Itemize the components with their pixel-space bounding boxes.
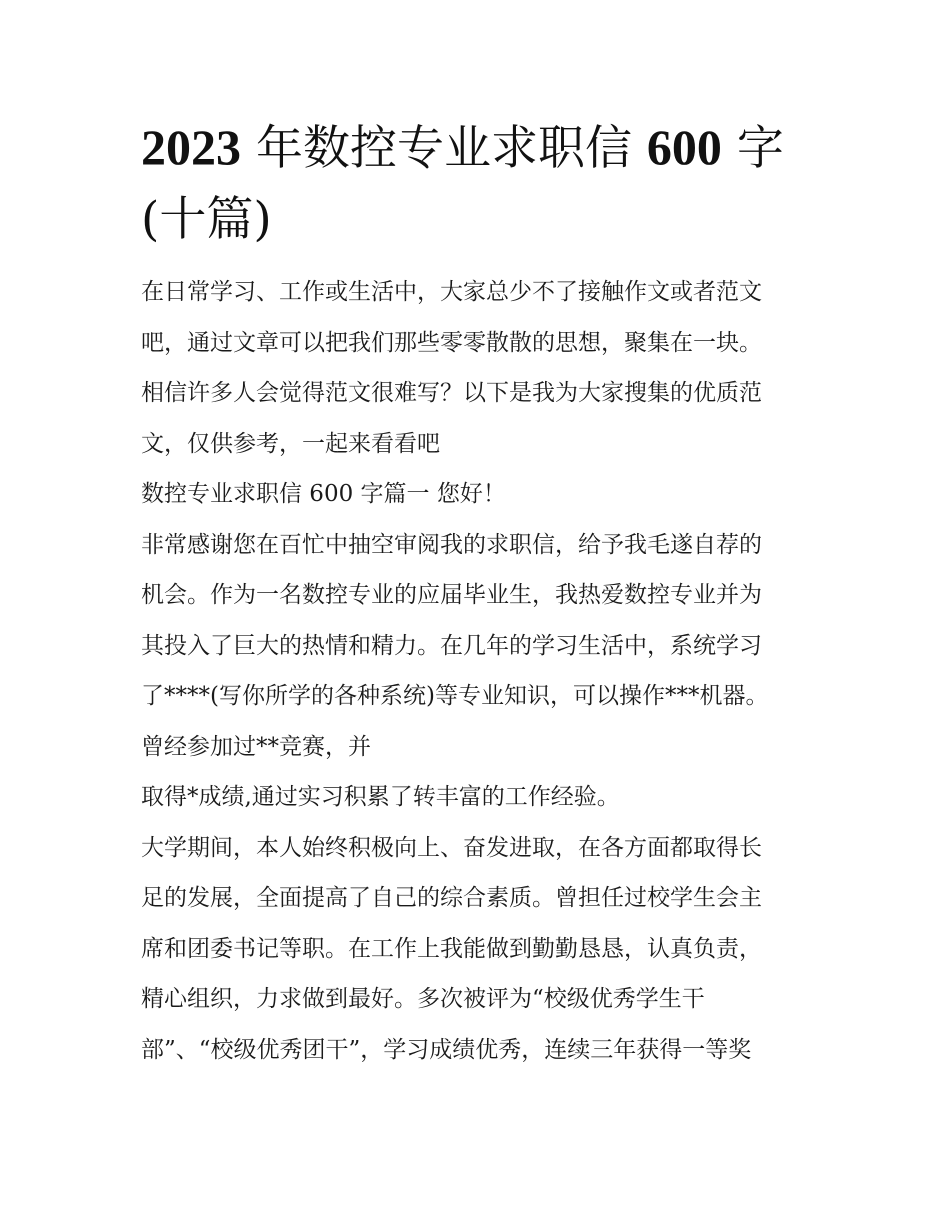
document-page [141, 112, 813, 1075]
title-year: 2023 [141, 119, 241, 175]
title-text-a: 年数控专业求职信 [241, 121, 647, 176]
body-line: 大学期间，本人始终积极向上、奋发进取，在各方面都取得长 [141, 834, 762, 861]
body-line: 精心组织，力求做到最好。多次被评为“校级优秀学生干 [141, 986, 705, 1012]
title-line-1 [141, 112, 813, 184]
body-line: 吧，通过文章可以把我们那些零零散散的思想，聚集在一块。 [141, 329, 762, 356]
body-line: 相信许多人会觉得范文很难写？以下是我为大家搜集的优质范 [141, 380, 762, 406]
body-line: 部”、“校级优秀团干”，学习成绩优秀，连续三年获得一等奖 [141, 1036, 752, 1063]
title-count: 600 [646, 119, 722, 175]
body-line: 在日常学习、工作或生活中，大家总少不了接触作文或者范文 [141, 279, 762, 305]
body-line: 文，仅供参考，一起来看看吧 [141, 430, 440, 457]
body-line: 席和团委书记等职。在工作上我能做到勤勤恳恳，认真负责， [141, 935, 762, 962]
body-line: 其投入了巨大的热情和精力。在几年的学习生活中，系统学习 [141, 632, 762, 659]
body-line: 非常感谢您在百忙中抽空审阅我的求职信，给予我毛遂自荐的 [141, 531, 762, 558]
section-heading: 数控专业求职信 600 字篇一 您好！ [141, 481, 506, 507]
body-line: 了****(写你所学的各种系统)等专业知识，可以操作***机器。 [141, 683, 769, 709]
body-line: 机会。作为一名数控专业的应届毕业生，我热爱数控专业并为 [141, 582, 762, 608]
document-body [141, 267, 813, 1075]
body-line: 曾经参加过**竞赛，并 [141, 733, 371, 760]
body-line: 取得*成绩,通过实习积累了转丰富的工作经验。 [141, 784, 620, 810]
title-text-b: 字 [721, 121, 784, 176]
title-line-2: (十篇) [141, 192, 272, 247]
document-title [141, 112, 813, 255]
body-line: 足的发展，全面提高了自己的综合素质。曾担任过校学生会主 [141, 885, 762, 911]
